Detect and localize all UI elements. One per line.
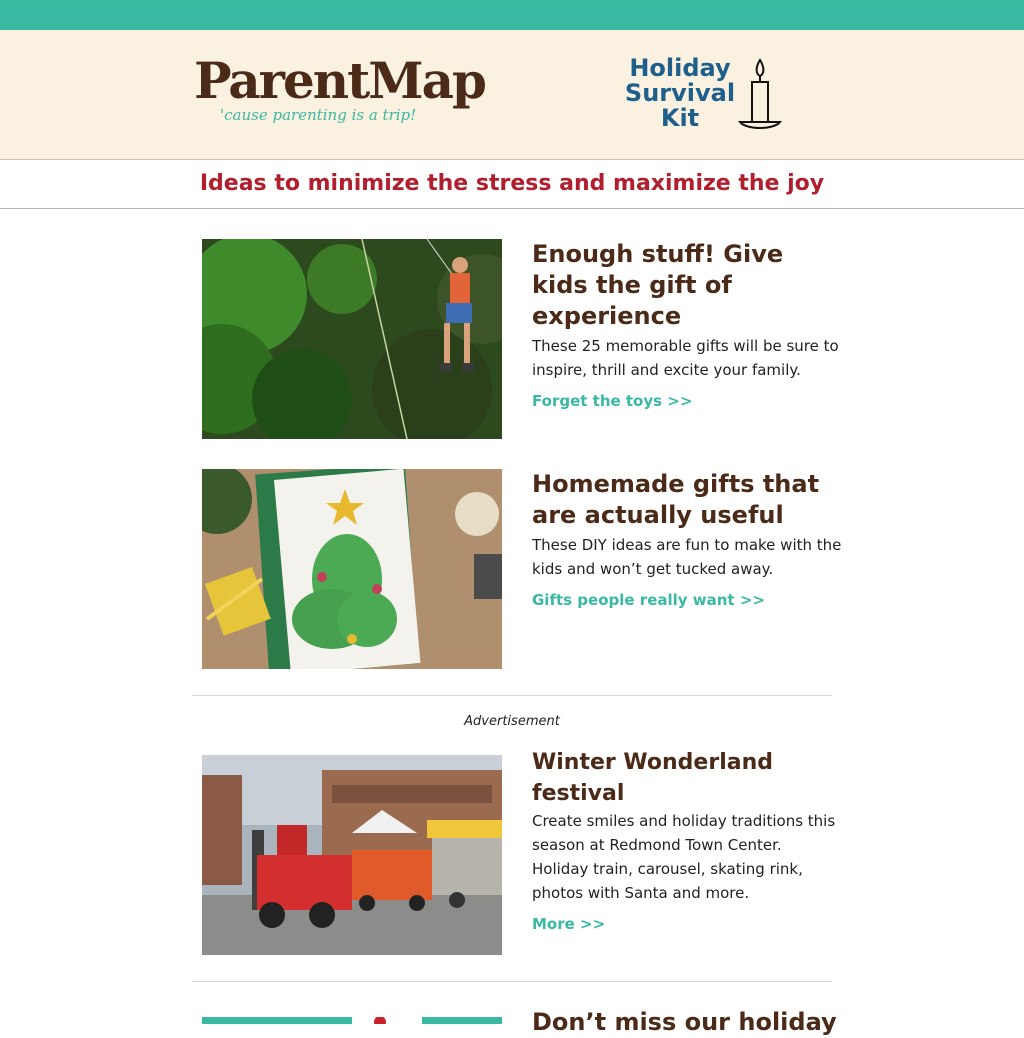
parentmap-logo[interactable] [194, 51, 485, 124]
article-description: Create smiles and holiday traditions this season at Redmond Town Center. Holiday train, carousel, skating rink, photos with Santa and more. [532, 812, 836, 902]
kit-title-line: Kit [660, 104, 700, 132]
article-title[interactable]: Homemade gifts that are actually useful [532, 470, 820, 529]
article-link[interactable]: Forget the toys >> [532, 392, 693, 410]
article-title[interactable]: Don’t miss our holiday [532, 1008, 837, 1036]
candle-icon [736, 58, 784, 136]
section-divider [192, 695, 832, 696]
article-body [532, 747, 842, 933]
article-link[interactable]: Gifts people really want >> [532, 591, 765, 609]
zipline-photo[interactable] [202, 239, 502, 439]
kit-title-line: Survival [624, 79, 736, 107]
article-description: These DIY ideas are fun to make with the kids and won’t get tucked away. [532, 536, 842, 578]
article-title[interactable]: Enough stuff! Give kids the gift of experience [532, 240, 784, 330]
kit-title-line: Holiday [629, 54, 731, 82]
logo-wordmark: ParentMap [194, 51, 485, 110]
article-photo[interactable] [202, 1017, 502, 1024]
article-description: These 25 memorable gifts will be sure to inspire, thrill and excite your family. [532, 337, 839, 379]
newsletter-tagline: Ideas to minimize the stress and maximize the joy [0, 160, 1024, 209]
top-accent-bar [0, 0, 1024, 30]
handprint-towel-photo[interactable] [202, 469, 502, 669]
header [0, 30, 1024, 160]
article-body [532, 1007, 842, 1038]
article-title[interactable]: Winter Wonderland festival [532, 750, 773, 806]
section-divider [192, 981, 832, 982]
holiday-survival-kit-title [620, 56, 740, 131]
article-link[interactable]: More >> [532, 915, 606, 933]
logo-tagline: 'cause parenting is a trip! [220, 106, 417, 124]
article-body [532, 239, 842, 410]
holiday-train-photo[interactable] [202, 755, 502, 955]
advertisement-label: Advertisement [464, 714, 560, 729]
article-body [532, 469, 842, 609]
